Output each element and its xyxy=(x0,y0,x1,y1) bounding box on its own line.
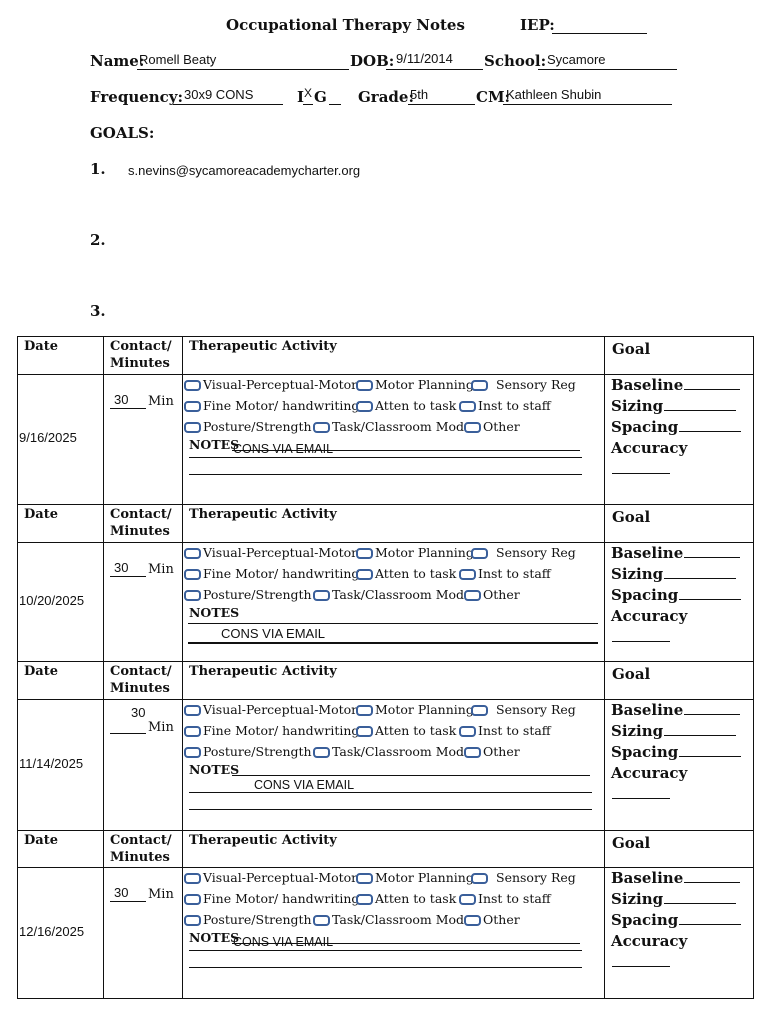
checkbox-icon[interactable] xyxy=(184,422,201,433)
notes-line xyxy=(188,623,598,624)
spacing-label: Spacing xyxy=(611,743,679,761)
spacing-label: Spacing xyxy=(611,418,679,436)
checkbox-label: Other xyxy=(483,912,520,927)
checkbox-label: Motor Planning xyxy=(375,377,474,392)
sizing-field[interactable] xyxy=(611,889,746,910)
checkbox-label: Posture/Strength xyxy=(203,419,312,434)
accuracy-label: Accuracy xyxy=(611,764,688,782)
checkbox-icon[interactable] xyxy=(184,915,201,926)
min-label: Min xyxy=(148,394,174,409)
date-header: Date xyxy=(24,339,58,354)
visual-perceptual-motor-checkbox[interactable] xyxy=(184,702,357,717)
checkbox-icon[interactable] xyxy=(313,747,330,758)
checkbox-label: Sensory Reg xyxy=(496,377,576,392)
checkbox-icon[interactable] xyxy=(184,726,201,737)
posture-strength-checkbox[interactable] xyxy=(184,744,312,759)
checkbox-label: Sensory Reg xyxy=(496,702,576,717)
goal-3-number: 3. xyxy=(90,302,106,320)
checkbox-label: Fine Motor/ handwriting xyxy=(203,566,360,581)
visual-perceptual-motor-checkbox[interactable] xyxy=(184,545,357,560)
activity-header: Therapeutic Activity xyxy=(189,507,337,522)
minutes-line xyxy=(110,408,146,409)
notes-line xyxy=(189,474,582,475)
checkbox-icon[interactable] xyxy=(184,894,201,905)
ig-x-mark[interactable]: X xyxy=(304,86,313,100)
checkbox-label: Atten to task xyxy=(375,891,457,906)
notes-line xyxy=(189,967,582,968)
spacing-field[interactable] xyxy=(611,910,746,931)
baseline-field[interactable] xyxy=(611,868,746,889)
inst-to-staff-checkbox[interactable] xyxy=(459,566,551,581)
checkbox-label: Atten to task xyxy=(375,566,457,581)
checkbox-icon[interactable] xyxy=(184,873,201,884)
frequency-label: Frequency: xyxy=(90,88,184,106)
sizing-field[interactable] xyxy=(611,564,746,585)
sizing-label: Sizing xyxy=(611,722,664,740)
baseline-label: Baseline xyxy=(611,544,684,562)
sensory-reg-checkbox[interactable] xyxy=(471,702,576,717)
ig-g-line xyxy=(329,104,341,105)
accuracy-field[interactable] xyxy=(611,931,746,973)
fine-motor-checkbox[interactable] xyxy=(184,398,359,413)
accuracy-label: Accuracy xyxy=(611,439,688,457)
checkbox-icon[interactable] xyxy=(464,747,481,758)
checkbox-icon[interactable] xyxy=(184,401,201,412)
goal-header: Goal xyxy=(612,508,651,526)
checkbox-icon[interactable] xyxy=(313,422,330,433)
inst-to-staff-checkbox[interactable] xyxy=(459,891,551,906)
checkbox-icon[interactable] xyxy=(356,401,373,412)
fine-motor-checkbox[interactable] xyxy=(184,891,359,906)
checkbox-icon[interactable] xyxy=(459,569,476,580)
checkbox-icon[interactable] xyxy=(464,590,481,601)
notes-line xyxy=(188,642,598,644)
spacing-field[interactable] xyxy=(611,742,746,763)
date-header: Date xyxy=(24,833,58,848)
grade-label: Grade: xyxy=(358,88,415,106)
session-note[interactable]: CONS VIA EMAIL xyxy=(221,626,326,641)
goal-line xyxy=(664,409,736,411)
date-header: Date xyxy=(24,664,58,679)
sizing-field[interactable] xyxy=(611,721,746,742)
minutes-line xyxy=(110,733,146,734)
notes-label: NOTES xyxy=(189,762,240,777)
goal-line xyxy=(679,598,741,600)
goal-header: Goal xyxy=(612,340,651,358)
checkbox-icon[interactable] xyxy=(184,548,201,559)
goal-1-number: 1. xyxy=(90,160,106,178)
goal-header: Goal xyxy=(612,665,651,683)
sizing-label: Sizing xyxy=(611,397,664,415)
checkbox-icon[interactable] xyxy=(464,422,481,433)
goal-2-number: 2. xyxy=(90,231,106,249)
session-date[interactable]: 11/14/2025 xyxy=(19,756,84,771)
minutes-header: Minutes xyxy=(110,356,170,371)
activity-header: Therapeutic Activity xyxy=(189,833,337,848)
checkbox-icon[interactable] xyxy=(184,569,201,580)
minutes-line xyxy=(110,576,146,577)
minutes-header: Minutes xyxy=(110,850,170,865)
cm-line xyxy=(503,104,672,105)
notes-line xyxy=(189,809,592,810)
checkbox-icon[interactable] xyxy=(459,894,476,905)
baseline-label: Baseline xyxy=(611,701,684,719)
fine-motor-checkbox[interactable] xyxy=(184,566,359,581)
motor-planning-checkbox[interactable] xyxy=(356,702,474,717)
atten-to-task-checkbox[interactable] xyxy=(356,723,456,738)
name-label: Name: xyxy=(90,52,145,70)
checkbox-label: Visual-Perceptual-Motor xyxy=(203,702,358,717)
baseline-label: Baseline xyxy=(611,869,684,887)
sensory-reg-checkbox[interactable] xyxy=(471,545,576,560)
task-classroom-mod-checkbox[interactable] xyxy=(313,419,464,434)
body-cell xyxy=(182,374,605,505)
goal-line xyxy=(612,797,670,799)
other-checkbox[interactable] xyxy=(464,912,520,927)
dob-line xyxy=(386,69,483,70)
session-minutes[interactable]: 30 xyxy=(131,705,146,720)
checkbox-icon[interactable] xyxy=(184,380,201,391)
session-date[interactable]: 10/20/2025 xyxy=(19,593,85,608)
checkbox-icon[interactable] xyxy=(356,873,373,884)
name-line xyxy=(137,69,349,70)
goal-line xyxy=(664,902,736,904)
notes-line xyxy=(189,950,582,951)
checkbox-label: Motor Planning xyxy=(375,702,474,717)
goal-line xyxy=(679,755,741,757)
motor-planning-checkbox[interactable] xyxy=(356,545,474,560)
sizing-label: Sizing xyxy=(611,890,664,908)
checkbox-label: Fine Motor/ handwriting xyxy=(203,723,360,738)
goal-line xyxy=(684,881,740,883)
checkbox-label: Fine Motor/ handwriting xyxy=(203,398,360,413)
checkbox-icon[interactable] xyxy=(184,590,201,601)
checkbox-label: Other xyxy=(483,587,520,602)
baseline-field[interactable] xyxy=(611,375,746,396)
atten-to-task-checkbox[interactable] xyxy=(356,398,456,413)
grade-field[interactable]: 5th xyxy=(410,87,429,102)
checkbox-label: Fine Motor/ handwriting xyxy=(203,891,360,906)
minutes-line xyxy=(110,901,146,902)
activity-header: Therapeutic Activity xyxy=(189,339,337,354)
body-cell xyxy=(182,699,605,831)
goal-line xyxy=(684,388,740,390)
notes-line xyxy=(189,457,582,458)
sensory-reg-checkbox[interactable] xyxy=(471,377,576,392)
goal-line xyxy=(664,734,736,736)
checkbox-label: Visual-Perceptual-Motor xyxy=(203,377,358,392)
body-cell xyxy=(182,867,605,999)
motor-planning-checkbox[interactable] xyxy=(356,870,474,885)
notes-label: NOTES xyxy=(189,930,240,945)
session-minutes[interactable]: 30 xyxy=(114,560,129,575)
session-note[interactable]: CONS VIA EMAIL xyxy=(254,778,355,792)
posture-strength-checkbox[interactable] xyxy=(184,419,312,434)
goal-line xyxy=(612,640,670,642)
goal-line xyxy=(664,577,736,579)
dob-label: DOB: xyxy=(350,52,395,70)
accuracy-field[interactable] xyxy=(611,606,746,648)
checkbox-label: Inst to staff xyxy=(478,566,551,581)
iep-label: IEP: xyxy=(520,16,555,34)
checkbox-icon[interactable] xyxy=(313,590,330,601)
spacing-label: Spacing xyxy=(611,586,679,604)
goal-line xyxy=(679,923,741,925)
date-header: Date xyxy=(24,507,58,522)
baseline-field[interactable] xyxy=(611,700,746,721)
notes-label: NOTES xyxy=(189,605,240,620)
checkbox-label: Other xyxy=(483,419,520,434)
accuracy-label: Accuracy xyxy=(611,607,688,625)
goal-line xyxy=(612,472,670,474)
checkbox-icon[interactable] xyxy=(471,705,488,716)
baseline-label: Baseline xyxy=(611,376,684,394)
checkbox-icon[interactable] xyxy=(356,894,373,905)
sizing-label: Sizing xyxy=(611,565,664,583)
checkbox-label: Motor Planning xyxy=(375,545,474,560)
posture-strength-checkbox[interactable] xyxy=(184,912,312,927)
checkbox-label: Atten to task xyxy=(375,398,457,413)
frequency-field[interactable]: 30x9 CONS xyxy=(184,87,254,102)
contact-header: Contact/ xyxy=(110,507,172,522)
checkbox-icon[interactable] xyxy=(471,548,488,559)
contact-header: Contact/ xyxy=(110,339,172,354)
min-label: Min xyxy=(148,720,174,735)
checkbox-label: Other xyxy=(483,744,520,759)
session-minutes[interactable]: 30 xyxy=(114,885,129,900)
inst-to-staff-checkbox[interactable] xyxy=(459,723,551,738)
school-line xyxy=(538,69,677,70)
checkbox-icon[interactable] xyxy=(356,569,373,580)
minutes-header: Minutes xyxy=(110,681,170,696)
inst-to-staff-checkbox[interactable] xyxy=(459,398,551,413)
min-label: Min xyxy=(148,887,174,902)
checkbox-icon[interactable] xyxy=(471,380,488,391)
goal-line xyxy=(684,713,740,715)
goal-line xyxy=(679,430,741,432)
posture-strength-checkbox[interactable] xyxy=(184,587,312,602)
contact-header: Contact/ xyxy=(110,664,172,679)
checkbox-label: Sensory Reg xyxy=(496,870,576,885)
accuracy-field[interactable] xyxy=(611,438,746,480)
accuracy-label: Accuracy xyxy=(611,932,688,950)
notes-line xyxy=(189,792,592,793)
sensory-reg-checkbox[interactable] xyxy=(471,870,576,885)
ig-i-line xyxy=(303,104,313,105)
goals-label: GOALS: xyxy=(90,124,155,142)
checkbox-icon[interactable] xyxy=(459,726,476,737)
school-field[interactable]: Sycamore xyxy=(547,52,606,67)
grade-line xyxy=(408,104,475,105)
checkbox-icon[interactable] xyxy=(459,401,476,412)
checkbox-icon[interactable] xyxy=(464,915,481,926)
checkbox-icon[interactable] xyxy=(471,873,488,884)
task-classroom-mod-checkbox[interactable] xyxy=(313,912,464,927)
goal-1-text[interactable]: s.nevins@sycamoreacademycharter.org xyxy=(128,163,361,178)
session-note[interactable]: CONS VIA EMAIL xyxy=(233,442,334,456)
goal-header: Goal xyxy=(612,834,651,852)
session-note[interactable]: CONS VIA EMAIL xyxy=(233,935,334,949)
checkbox-label: Inst to staff xyxy=(478,723,551,738)
session-date[interactable]: 12/16/2025 xyxy=(19,924,85,939)
checkbox-label: Inst to staff xyxy=(478,398,551,413)
accuracy-field[interactable] xyxy=(611,763,746,805)
checkbox-label: Inst to staff xyxy=(478,891,551,906)
atten-to-task-checkbox[interactable] xyxy=(356,566,456,581)
other-checkbox[interactable] xyxy=(464,419,520,434)
session-date[interactable]: 9/16/2025 xyxy=(19,430,77,445)
visual-perceptual-motor-checkbox[interactable] xyxy=(184,870,357,885)
iep-line xyxy=(552,33,647,34)
spacing-field[interactable] xyxy=(611,417,746,438)
checkbox-icon[interactable] xyxy=(356,548,373,559)
checkbox-label: Posture/Strength xyxy=(203,587,312,602)
minutes-header: Minutes xyxy=(110,524,170,539)
fine-motor-checkbox[interactable] xyxy=(184,723,359,738)
ig-i-label: I xyxy=(297,88,305,106)
activity-header: Therapeutic Activity xyxy=(189,664,337,679)
checkbox-icon[interactable] xyxy=(184,747,201,758)
checkbox-icon[interactable] xyxy=(184,705,201,716)
body-cell xyxy=(182,542,605,662)
checkbox-label: Visual-Perceptual-Motor xyxy=(203,870,358,885)
school-label: School: xyxy=(484,52,547,70)
checkbox-icon[interactable] xyxy=(356,380,373,391)
spacing-field[interactable] xyxy=(611,585,746,606)
contact-header: Contact/ xyxy=(110,833,172,848)
checkbox-label: Atten to task xyxy=(375,723,457,738)
checkbox-icon[interactable] xyxy=(356,705,373,716)
min-label: Min xyxy=(148,562,174,577)
checkbox-icon[interactable] xyxy=(313,915,330,926)
other-checkbox[interactable] xyxy=(464,744,520,759)
visual-perceptual-motor-checkbox[interactable] xyxy=(184,377,357,392)
task-classroom-mod-checkbox[interactable] xyxy=(313,587,464,602)
cm-field[interactable]: Kathleen Shubin xyxy=(506,87,602,102)
name-field[interactable]: Romell Beaty xyxy=(139,52,217,67)
ig-g-label: G xyxy=(314,88,327,106)
checkbox-label: Posture/Strength xyxy=(203,912,312,927)
checkbox-label: Task/Classroom Mod xyxy=(332,587,465,602)
frequency-line xyxy=(173,104,283,105)
checkbox-label: Visual-Perceptual-Motor xyxy=(203,545,358,560)
checkbox-label: Task/Classroom Mod xyxy=(332,419,465,434)
document-title: Occupational Therapy Notes xyxy=(226,16,465,34)
motor-planning-checkbox[interactable] xyxy=(356,377,474,392)
cm-label: CM: xyxy=(476,88,511,106)
sizing-field[interactable] xyxy=(611,396,746,417)
atten-to-task-checkbox[interactable] xyxy=(356,891,456,906)
checkbox-label: Task/Classroom Mod xyxy=(332,744,465,759)
baseline-field[interactable] xyxy=(611,543,746,564)
checkbox-label: Posture/Strength xyxy=(203,744,312,759)
checkbox-label: Motor Planning xyxy=(375,870,474,885)
task-classroom-mod-checkbox[interactable] xyxy=(313,744,464,759)
notes-label: NOTES xyxy=(189,437,240,452)
spacing-label: Spacing xyxy=(611,911,679,929)
session-minutes[interactable]: 30 xyxy=(114,392,129,407)
notes-line xyxy=(232,775,590,776)
dob-field[interactable]: 9/11/2014 xyxy=(396,51,453,66)
goal-line xyxy=(684,556,740,558)
other-checkbox[interactable] xyxy=(464,587,520,602)
checkbox-icon[interactable] xyxy=(356,726,373,737)
checkbox-label: Sensory Reg xyxy=(496,545,576,560)
checkbox-label: Task/Classroom Mod xyxy=(332,912,465,927)
goal-line xyxy=(612,965,670,967)
